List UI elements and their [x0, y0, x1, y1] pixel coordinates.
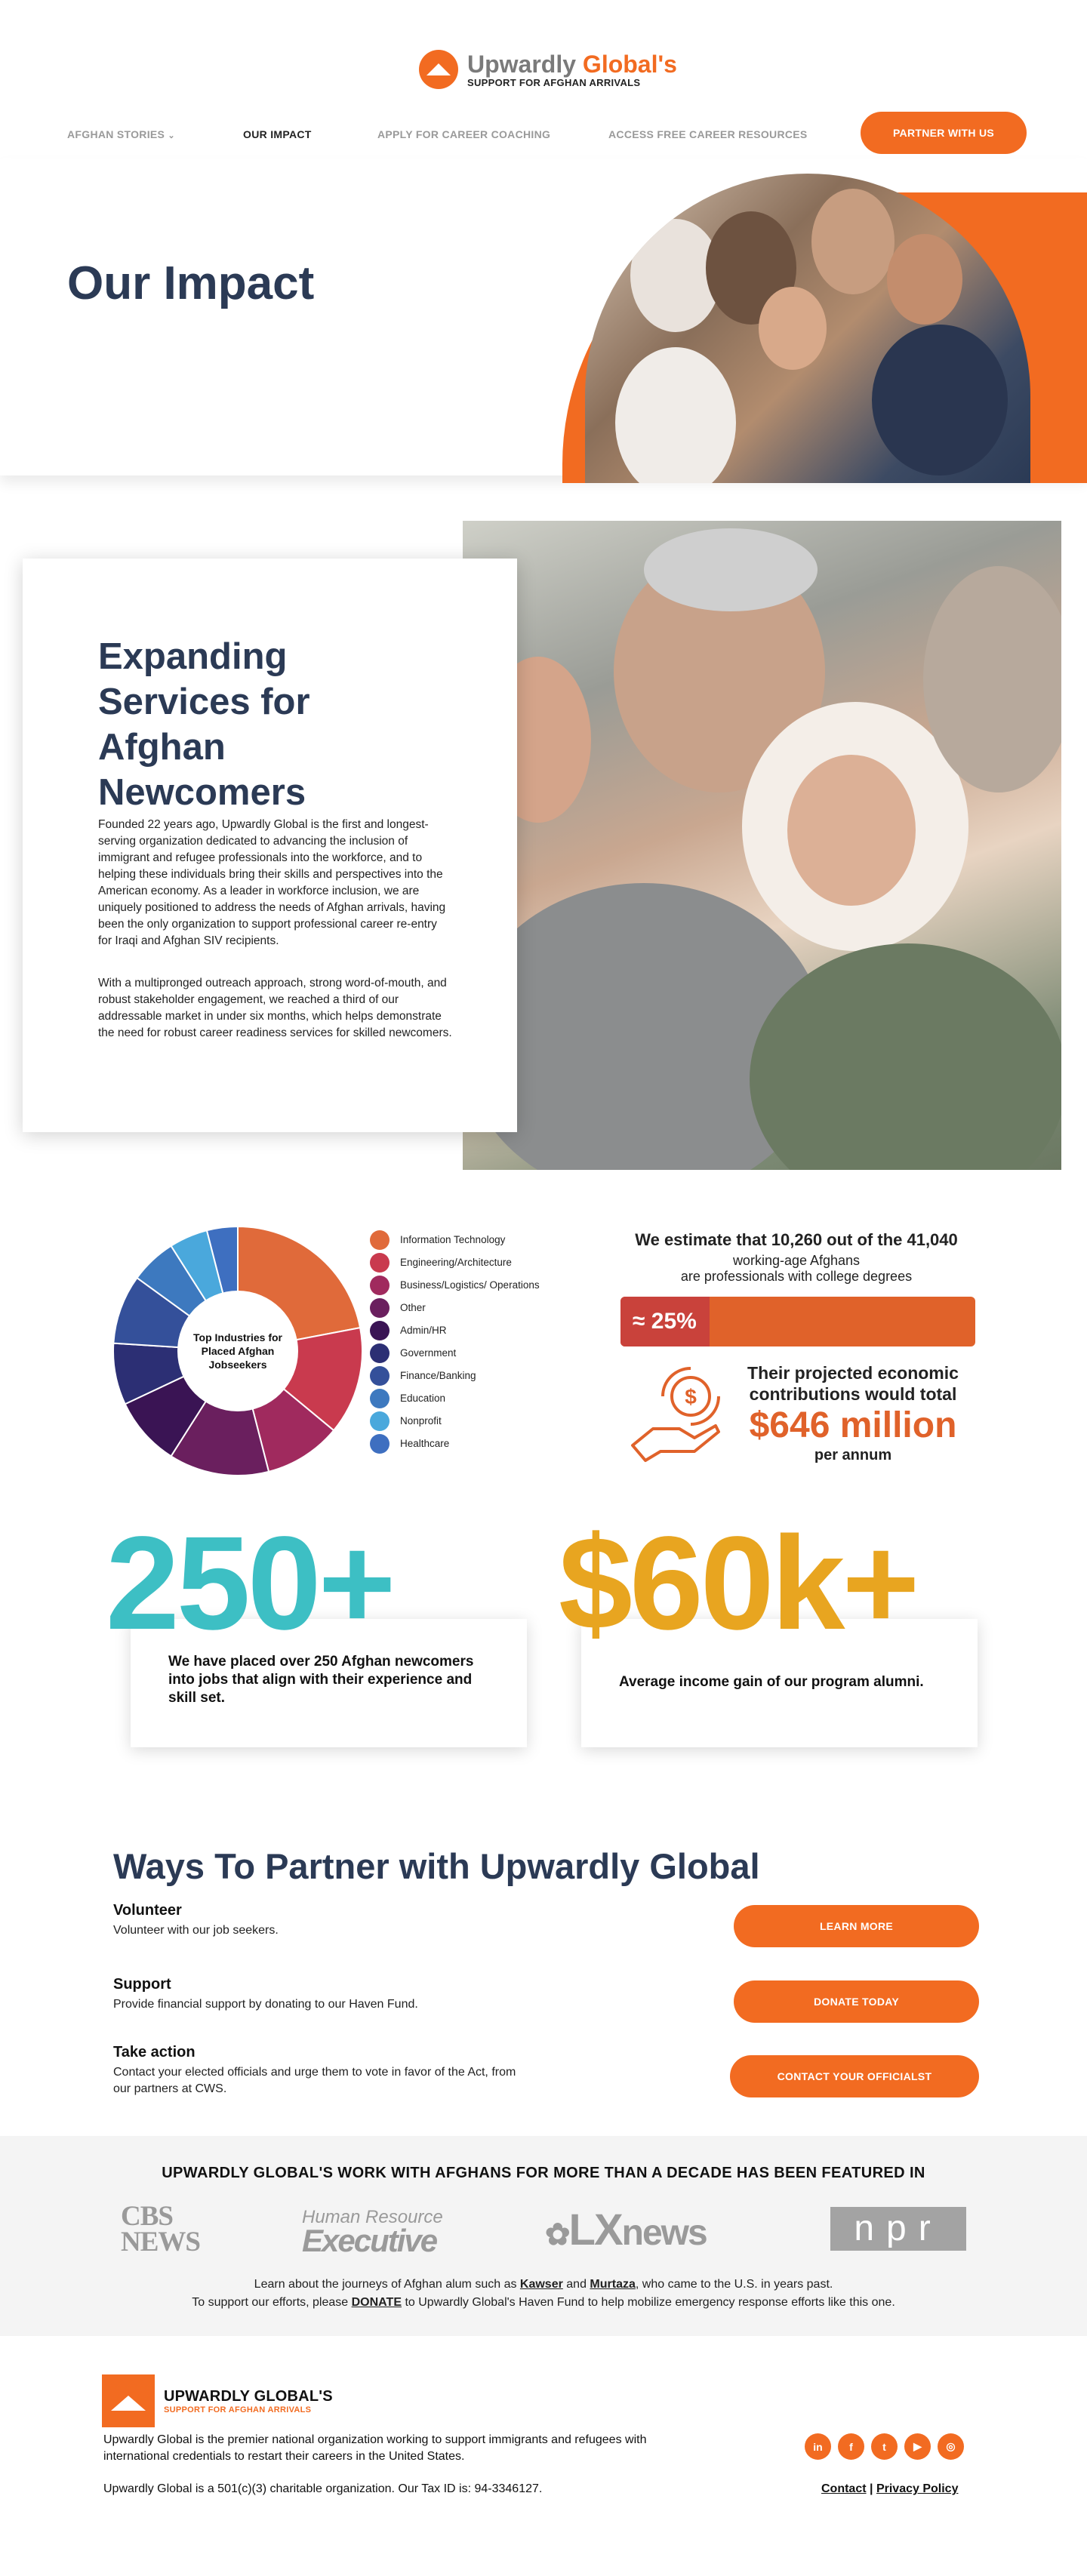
legend-item [370, 1319, 544, 1342]
projected-contributions [725, 1362, 981, 1464]
logo-name-accent: Global's [582, 50, 677, 78]
footer-links [821, 2482, 958, 2496]
svg-text:$: $ [685, 1385, 697, 1408]
legend-item [370, 1342, 544, 1365]
kawser-link[interactable]: Kawser [519, 2278, 563, 2291]
npr-logo[interactable]: npr [830, 2207, 966, 2251]
legend-item [370, 1365, 544, 1387]
linkedin-icon[interactable]: in [805, 2433, 831, 2460]
logo-mark-icon [419, 50, 458, 89]
instagram-icon[interactable]: ◎ [938, 2433, 964, 2460]
legend-swatch [370, 1343, 390, 1363]
expanding-services-title: Expanding Services for Afghan Newcomers [98, 636, 310, 813]
estimate-block [619, 1230, 974, 1285]
percent-bar-fill [620, 1297, 710, 1346]
legend-label: Information Technology [400, 1234, 506, 1245]
ways-to-partner-title: Ways To Partner with Upwardly Global [113, 1846, 760, 1886]
partner-desc-take-action: Contact your elected officials and urge them to vote in favor of the Act, from our partners at CWS. [113, 2066, 516, 2095]
cbs-news-logo[interactable]: CBS NEWS [121, 2201, 200, 2257]
learn-more-button[interactable]: LEARN MORE [734, 1905, 979, 1947]
featured-text: Learn about the journeys of Afghan alum such as Kawser and Murtaza, who came to the U.S. in years past. To support our efforts, please DONATE to Upwardly Global's Haven Fund to help mobilize emergency response efforts like this one. [192, 2278, 895, 2309]
logo-name: Upwardly [467, 50, 577, 78]
footer-logo-subtitle: SUPPORT FOR AFGHAN ARRIVALS [164, 2405, 312, 2414]
footer-separator: | [870, 2482, 873, 2495]
partner-heading-volunteer: Volunteer [113, 1902, 182, 1919]
legend-item [370, 1433, 544, 1455]
nav-apply-career-coaching[interactable]: APPLY FOR CAREER COACHING [377, 128, 551, 140]
logo-subtitle: SUPPORT FOR AFGHAN ARRIVALS [467, 76, 641, 88]
footer-description: Upwardly Global is the premier national organization working to support immigrants and refugees with international credentials to restart their careers in the United States. [103, 2433, 647, 2463]
per-annum: per annum [814, 1447, 892, 1463]
legend-item [370, 1229, 544, 1251]
expanding-paragraph-2: With a multipronged outreach approach, strong word-of-mouth, and robust stakeholder engagement, we reached a third of our addressable market in under six months, which helps demonstrate the need for robust career readiness services for skilled newcomers. [98, 977, 452, 1039]
industries-donut-chart [109, 1223, 366, 1479]
legend-swatch [370, 1389, 390, 1408]
page-title: Our Impact [67, 257, 315, 309]
chart-legend [370, 1229, 544, 1455]
legend-swatch [370, 1434, 390, 1454]
contact-link[interactable]: Contact [821, 2482, 867, 2495]
legend-item [370, 1387, 544, 1410]
legend-swatch [370, 1411, 390, 1431]
nav-afghan-stories[interactable]: AFGHAN STORIES ⌄ [67, 128, 175, 140]
percent-label: ≈ 25% [633, 1309, 697, 1334]
legend-swatch [370, 1298, 390, 1318]
donate-link[interactable]: DONATE [351, 2296, 402, 2309]
hand-money-icon [627, 1362, 725, 1468]
legend-label: Engineering/Architecture [400, 1257, 512, 1268]
projected-text: Their projected economic contributions would total [747, 1363, 959, 1404]
nbc-peacock-icon: ✿ [545, 2218, 569, 2251]
partner-desc-volunteer: Volunteer with our job seekers. [113, 1924, 279, 1937]
footer-tax-id: Upwardly Global is a 501(c)(3) charitable organization. Our Tax ID is: 94-3346127. [103, 2482, 543, 2495]
legend-label: Healthcare [400, 1438, 450, 1449]
legend-item [370, 1251, 544, 1274]
legend-label: Government [400, 1347, 457, 1359]
estimate-line-3: are professionals with college degrees [680, 1269, 913, 1284]
legend-label: Nonprofit [400, 1415, 442, 1426]
stat-placements-text: We have placed over 250 Afghan newcomers into jobs that align with their experience and skill set. [168, 1654, 474, 1706]
partner-desc-support: Provide financial support by donating to our Haven Fund. [113, 1998, 418, 2011]
chart-center-title: Top Industries for Placed Afghan Jobseekers [193, 1331, 282, 1371]
legend-swatch [370, 1366, 390, 1386]
family-photo [463, 521, 1061, 1170]
stat-income-value: $60k+ [559, 1510, 917, 1657]
partner-with-us-button[interactable]: PARTNER WITH US [861, 112, 1027, 154]
featured-in-title: UPWARDLY GLOBAL'S WORK WITH AFGHANS FOR MORE THAN A DECADE HAS BEEN FEATURED IN [162, 2165, 925, 2181]
footer-logo-mark-icon [102, 2374, 155, 2427]
legend-item [370, 1274, 544, 1297]
privacy-policy-link[interactable]: Privacy Policy [876, 2482, 959, 2495]
legend-swatch [370, 1230, 390, 1250]
lx-news-logo[interactable]: ✿LXnews [545, 2205, 707, 2254]
legend-label: Education [400, 1393, 446, 1404]
legend-swatch [370, 1321, 390, 1340]
legend-label: Admin/HR [400, 1325, 447, 1336]
footer-logo-title: UPWARDLY GLOBAL'S [164, 2387, 333, 2405]
estimate-line-2: working-age Afghans [732, 1253, 861, 1268]
stat-placements-value: 250+ [106, 1510, 393, 1657]
twitter-icon[interactable]: t [871, 2433, 898, 2460]
legend-label: Business/Logistics/ Operations [400, 1279, 540, 1291]
expanding-paragraph-1: Founded 22 years ago, Upwardly Global is the first and longest-serving organization dedicated to advancing the inclusion of immigrant and refugee professionals into the workforce, and to helping these individuals bring their skills and perspectives into the American economy. As a leader in workforce inclusion, we are uniquely positioned to address the needs of Afghan arrivals, having been the only organization to support professional career re-entry for Iraqi and Afghan SIV recipients. [98, 818, 446, 947]
stat-income-text: Average income gain of our program alumni. [619, 1674, 924, 1690]
facebook-icon[interactable]: f [838, 2433, 864, 2460]
expanding-services-card [23, 559, 517, 1132]
legend-swatch [370, 1253, 390, 1273]
youtube-icon[interactable]: ▶ [904, 2433, 931, 2460]
murtaza-link[interactable]: Murtaza [590, 2278, 636, 2291]
projected-amount: $646 million [749, 1405, 957, 1445]
nav-our-impact[interactable]: OUR IMPACT [243, 128, 312, 140]
legend-label: Finance/Banking [400, 1370, 476, 1381]
legend-label: Other [400, 1302, 426, 1313]
site-logo[interactable] [419, 50, 677, 89]
footer-logo[interactable] [102, 2374, 333, 2427]
percent-bar [620, 1297, 975, 1346]
nav-access-career-resources[interactable]: ACCESS FREE CAREER RESOURCES [608, 128, 808, 140]
partner-heading-support: Support [113, 1976, 171, 1993]
donate-today-button[interactable]: DONATE TODAY [734, 1980, 979, 2023]
social-links [805, 2433, 964, 2460]
hr-executive-logo[interactable]: Human Resource Executive [302, 2207, 443, 2258]
legend-item [370, 1297, 544, 1319]
contact-officials-button[interactable]: CONTACT YOUR OFFICIALST [730, 2055, 979, 2097]
partner-heading-take-action: Take action [113, 2044, 196, 2060]
legend-item [370, 1410, 544, 1433]
legend-swatch [370, 1276, 390, 1295]
chevron-down-icon: ⌄ [168, 131, 175, 140]
estimate-line-1: We estimate that 10,260 out of the 41,040 [635, 1230, 958, 1249]
